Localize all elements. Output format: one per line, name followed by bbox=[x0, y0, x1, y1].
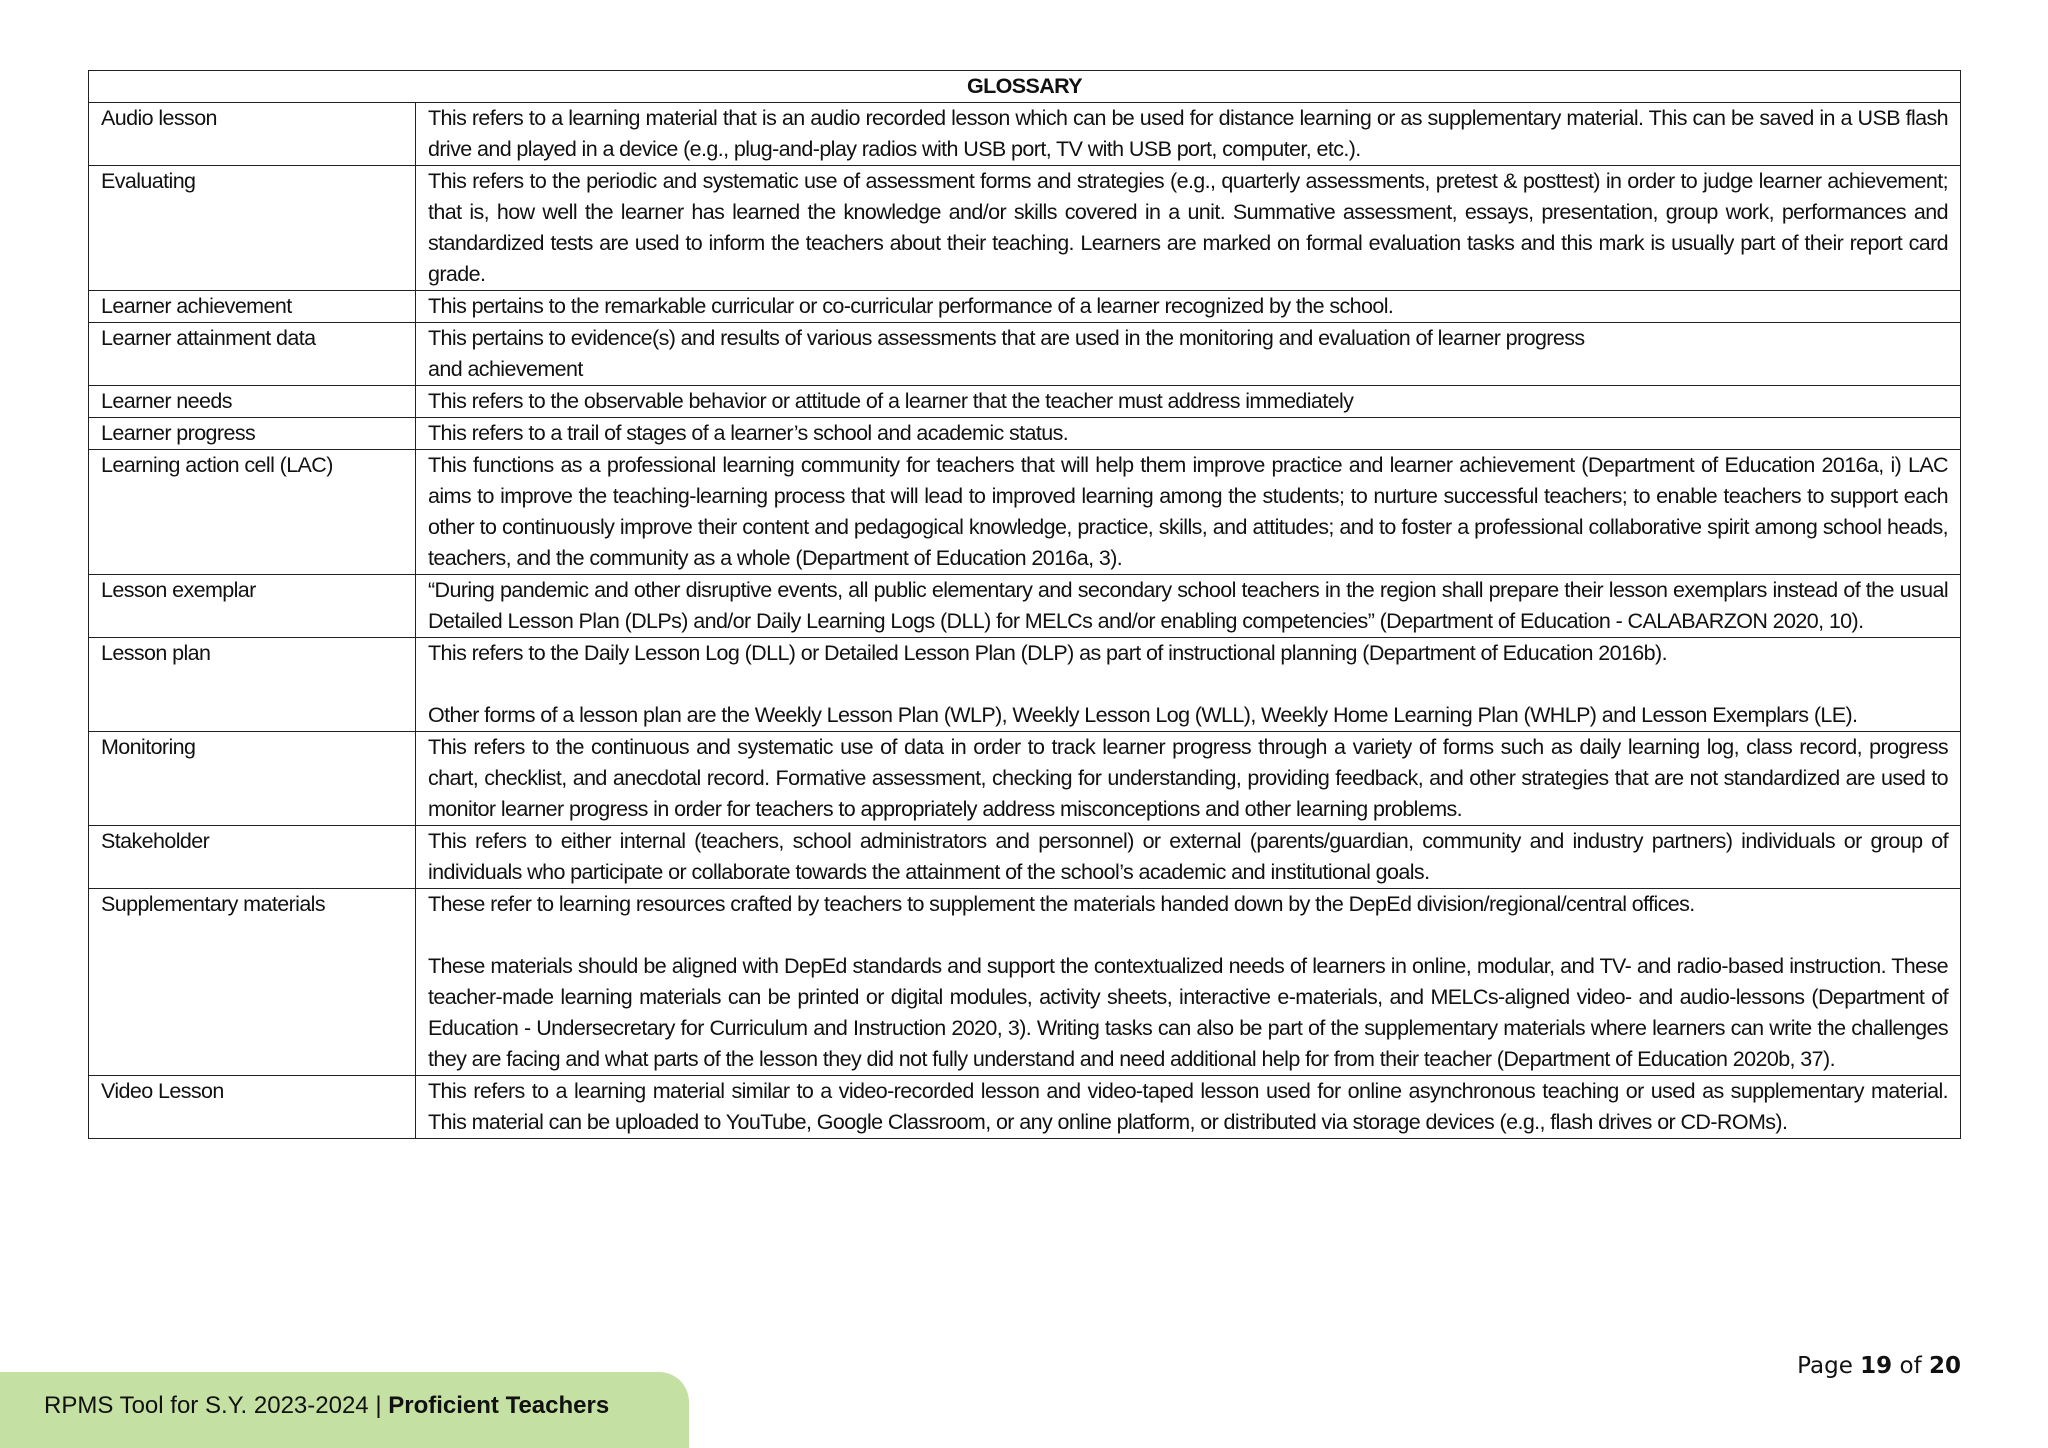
definition-paragraph: This functions as a professional learning community for teachers that will help them improve practice and learner achievement (Department of Education 2016a, i) LAC aims to improve the teaching-learning process that will lead to improved learning among the students; to nurture successful teachers; to enable teachers to support each other to continuously improve their content and pedagogical knowledge, practice, skills, and attitudes; and to foster a professional collaborative spirit among school heads, teachers, and the community as a whole (Department of Education 2016a, 3). bbox=[428, 453, 1948, 570]
definition-paragraph: This refers to the continuous and systematic use of data in order to track learner progress through a variety of forms such as daily learning log, class record, progress chart, checklist, and anecdotal record. Formative assessment, checking for understanding, providing feedback, and other strategies that are not standardized are used to monitor learner progress in order for teachers to appropriately address misconceptions and other learning problems. bbox=[428, 735, 1948, 821]
definition-paragraph: and achievement bbox=[428, 357, 583, 381]
definition-paragraph: These materials should be aligned with DepEd standards and support the contextualized needs of learners in online, modular, and TV- and radio-based instruction. These teacher-made learning materials can be printed or digital modules, activity sheets, interactive e-materials, and MELCs-aligned video- and audio-lessons (Department of Education - Undersecretary for Curriculum and Instruction 2020, 3). Writing tasks can also be part of the supplementary materials where learners can write the challenges they are facing and what parts of the lesson they did not fully understand and need additional help for from their teacher (Department of Education 2020b, 37). bbox=[428, 954, 1948, 1071]
glossary-row bbox=[89, 889, 1961, 1076]
definition-paragraph: This refers to the observable behavior or attitude of a learner that the teacher must address immediately bbox=[428, 389, 1354, 413]
glossary-term: Lesson exemplar bbox=[89, 575, 416, 638]
glossary-definition bbox=[416, 418, 1961, 450]
glossary-definition bbox=[416, 1076, 1961, 1139]
glossary-term: Learning action cell (LAC) bbox=[89, 450, 416, 575]
definition-paragraph: This refers to the periodic and systematic use of assessment forms and strategies (e.g., quarterly assessments, pretest & posttest) in order to judge learner achievement; that is, how well the learner has learned the knowledge and/or skills covered in a unit. Summative assessment, essays, presentation, group work, performances and standardized tests are used to inform the teachers about their teaching. Learners are marked on formal evaluation tasks and this mark is usually part of their report card grade. bbox=[428, 169, 1948, 286]
glossary-term: Learner progress bbox=[89, 418, 416, 450]
footer-label: RPMS Tool for S.Y. 2023-2024 | bbox=[44, 1392, 389, 1419]
definition-paragraph: This pertains to the remarkable curricular or co-curricular performance of a learner recognized by the school. bbox=[428, 294, 1394, 318]
glossary-term: Evaluating bbox=[89, 166, 416, 291]
glossary-definition bbox=[416, 103, 1961, 166]
page-prefix: Page bbox=[1797, 1353, 1853, 1379]
glossary-row bbox=[89, 575, 1961, 638]
definition-paragraph: “During pandemic and other disruptive events, all public elementary and secondary school teachers in the region shall prepare their lesson exemplars instead of the usual Detailed Lesson Plan (DLPs) and/or Daily Learning Logs (DLL) for MELCs and/or enabling competencies” (Department of Education - CALABARZON 2020, 10). bbox=[428, 578, 1948, 633]
footer-banner bbox=[0, 1372, 689, 1448]
definition-paragraph: These refer to learning resources crafted by teachers to supplement the materials handed down by the DepEd division/regional/central offices. bbox=[428, 892, 1695, 916]
glossary-definition bbox=[416, 638, 1961, 732]
definition-paragraph: This refers to a learning material that is an audio recorded lesson which can be used for distance learning or as supplementary material. This can be saved in a USB flash drive and played in a device (e.g., plug-and-play radios with USB port, TV with USB port, computer, etc.). bbox=[428, 106, 1948, 161]
glossary-row bbox=[89, 103, 1961, 166]
glossary-table bbox=[88, 70, 1961, 1139]
definition-paragraph: This pertains to evidence(s) and results of various assessments that are used in the monitoring and evaluation of learner progress bbox=[428, 326, 1585, 350]
footer-audience: Proficient Teachers bbox=[388, 1392, 610, 1419]
definition-paragraph: This refers to a trail of stages of a learner’s school and academic status. bbox=[428, 421, 1069, 445]
glossary-term: Video Lesson bbox=[89, 1076, 416, 1139]
glossary-definition bbox=[416, 826, 1961, 889]
glossary-row bbox=[89, 638, 1961, 732]
glossary-row bbox=[89, 386, 1961, 418]
definition-paragraph: This refers to a learning material similar to a video-recorded lesson and video-taped lesson used for online asynchronous teaching or used as supplementary material. This material can be uploaded to YouTube, Google Classroom, or any online platform, or distributed via storage devices (e.g., flash drives or CD-ROMs). bbox=[428, 1079, 1948, 1134]
glossary-definition bbox=[416, 575, 1961, 638]
glossary-term: Supplementary materials bbox=[89, 889, 416, 1076]
glossary-row bbox=[89, 1076, 1961, 1139]
page-total: 20 bbox=[1928, 1353, 1961, 1379]
glossary-term: Learner needs bbox=[89, 386, 416, 418]
page-number bbox=[1797, 1353, 1961, 1379]
glossary-definition bbox=[416, 386, 1961, 418]
glossary-row bbox=[89, 732, 1961, 826]
glossary-definition bbox=[416, 166, 1961, 291]
definition-paragraph: This refers to either internal (teachers, school administrators and personnel) or external (parents/guardian, community and industry partners) individuals or group of individuals who participate or collaborate towards the attainment of the school’s academic and institutional goals. bbox=[428, 829, 1948, 884]
glossary-term: Learner attainment data bbox=[89, 323, 416, 386]
glossary-row bbox=[89, 450, 1961, 575]
glossary-term: Stakeholder bbox=[89, 826, 416, 889]
glossary-row bbox=[89, 323, 1961, 386]
glossary-row bbox=[89, 291, 1961, 323]
glossary-term: Lesson plan bbox=[89, 638, 416, 732]
glossary-term: Monitoring bbox=[89, 732, 416, 826]
definition-paragraph: This refers to the Daily Lesson Log (DLL) or Detailed Lesson Plan (DLP) as part of instructional planning (Department of Education 2016b). bbox=[428, 641, 1667, 665]
page-current: 19 bbox=[1860, 1353, 1893, 1379]
glossary-body bbox=[89, 103, 1961, 1139]
glossary-row bbox=[89, 166, 1961, 291]
glossary-definition bbox=[416, 889, 1961, 1076]
glossary-term: Audio lesson bbox=[89, 103, 416, 166]
glossary-definition bbox=[416, 323, 1961, 386]
glossary-row bbox=[89, 418, 1961, 450]
definition-paragraph: Other forms of a lesson plan are the Weekly Lesson Plan (WLP), Weekly Lesson Log (WLL), Weekly Home Learning Plan (WHLP) and Lesson Exemplars (LE). bbox=[428, 703, 1858, 727]
glossary-title: GLOSSARY bbox=[89, 71, 1961, 103]
glossary-definition bbox=[416, 450, 1961, 575]
glossary-term: Learner achievement bbox=[89, 291, 416, 323]
page-of: of bbox=[1899, 1353, 1922, 1379]
glossary-definition bbox=[416, 291, 1961, 323]
footer-text bbox=[44, 1392, 609, 1420]
glossary-definition bbox=[416, 732, 1961, 826]
glossary-row bbox=[89, 826, 1961, 889]
